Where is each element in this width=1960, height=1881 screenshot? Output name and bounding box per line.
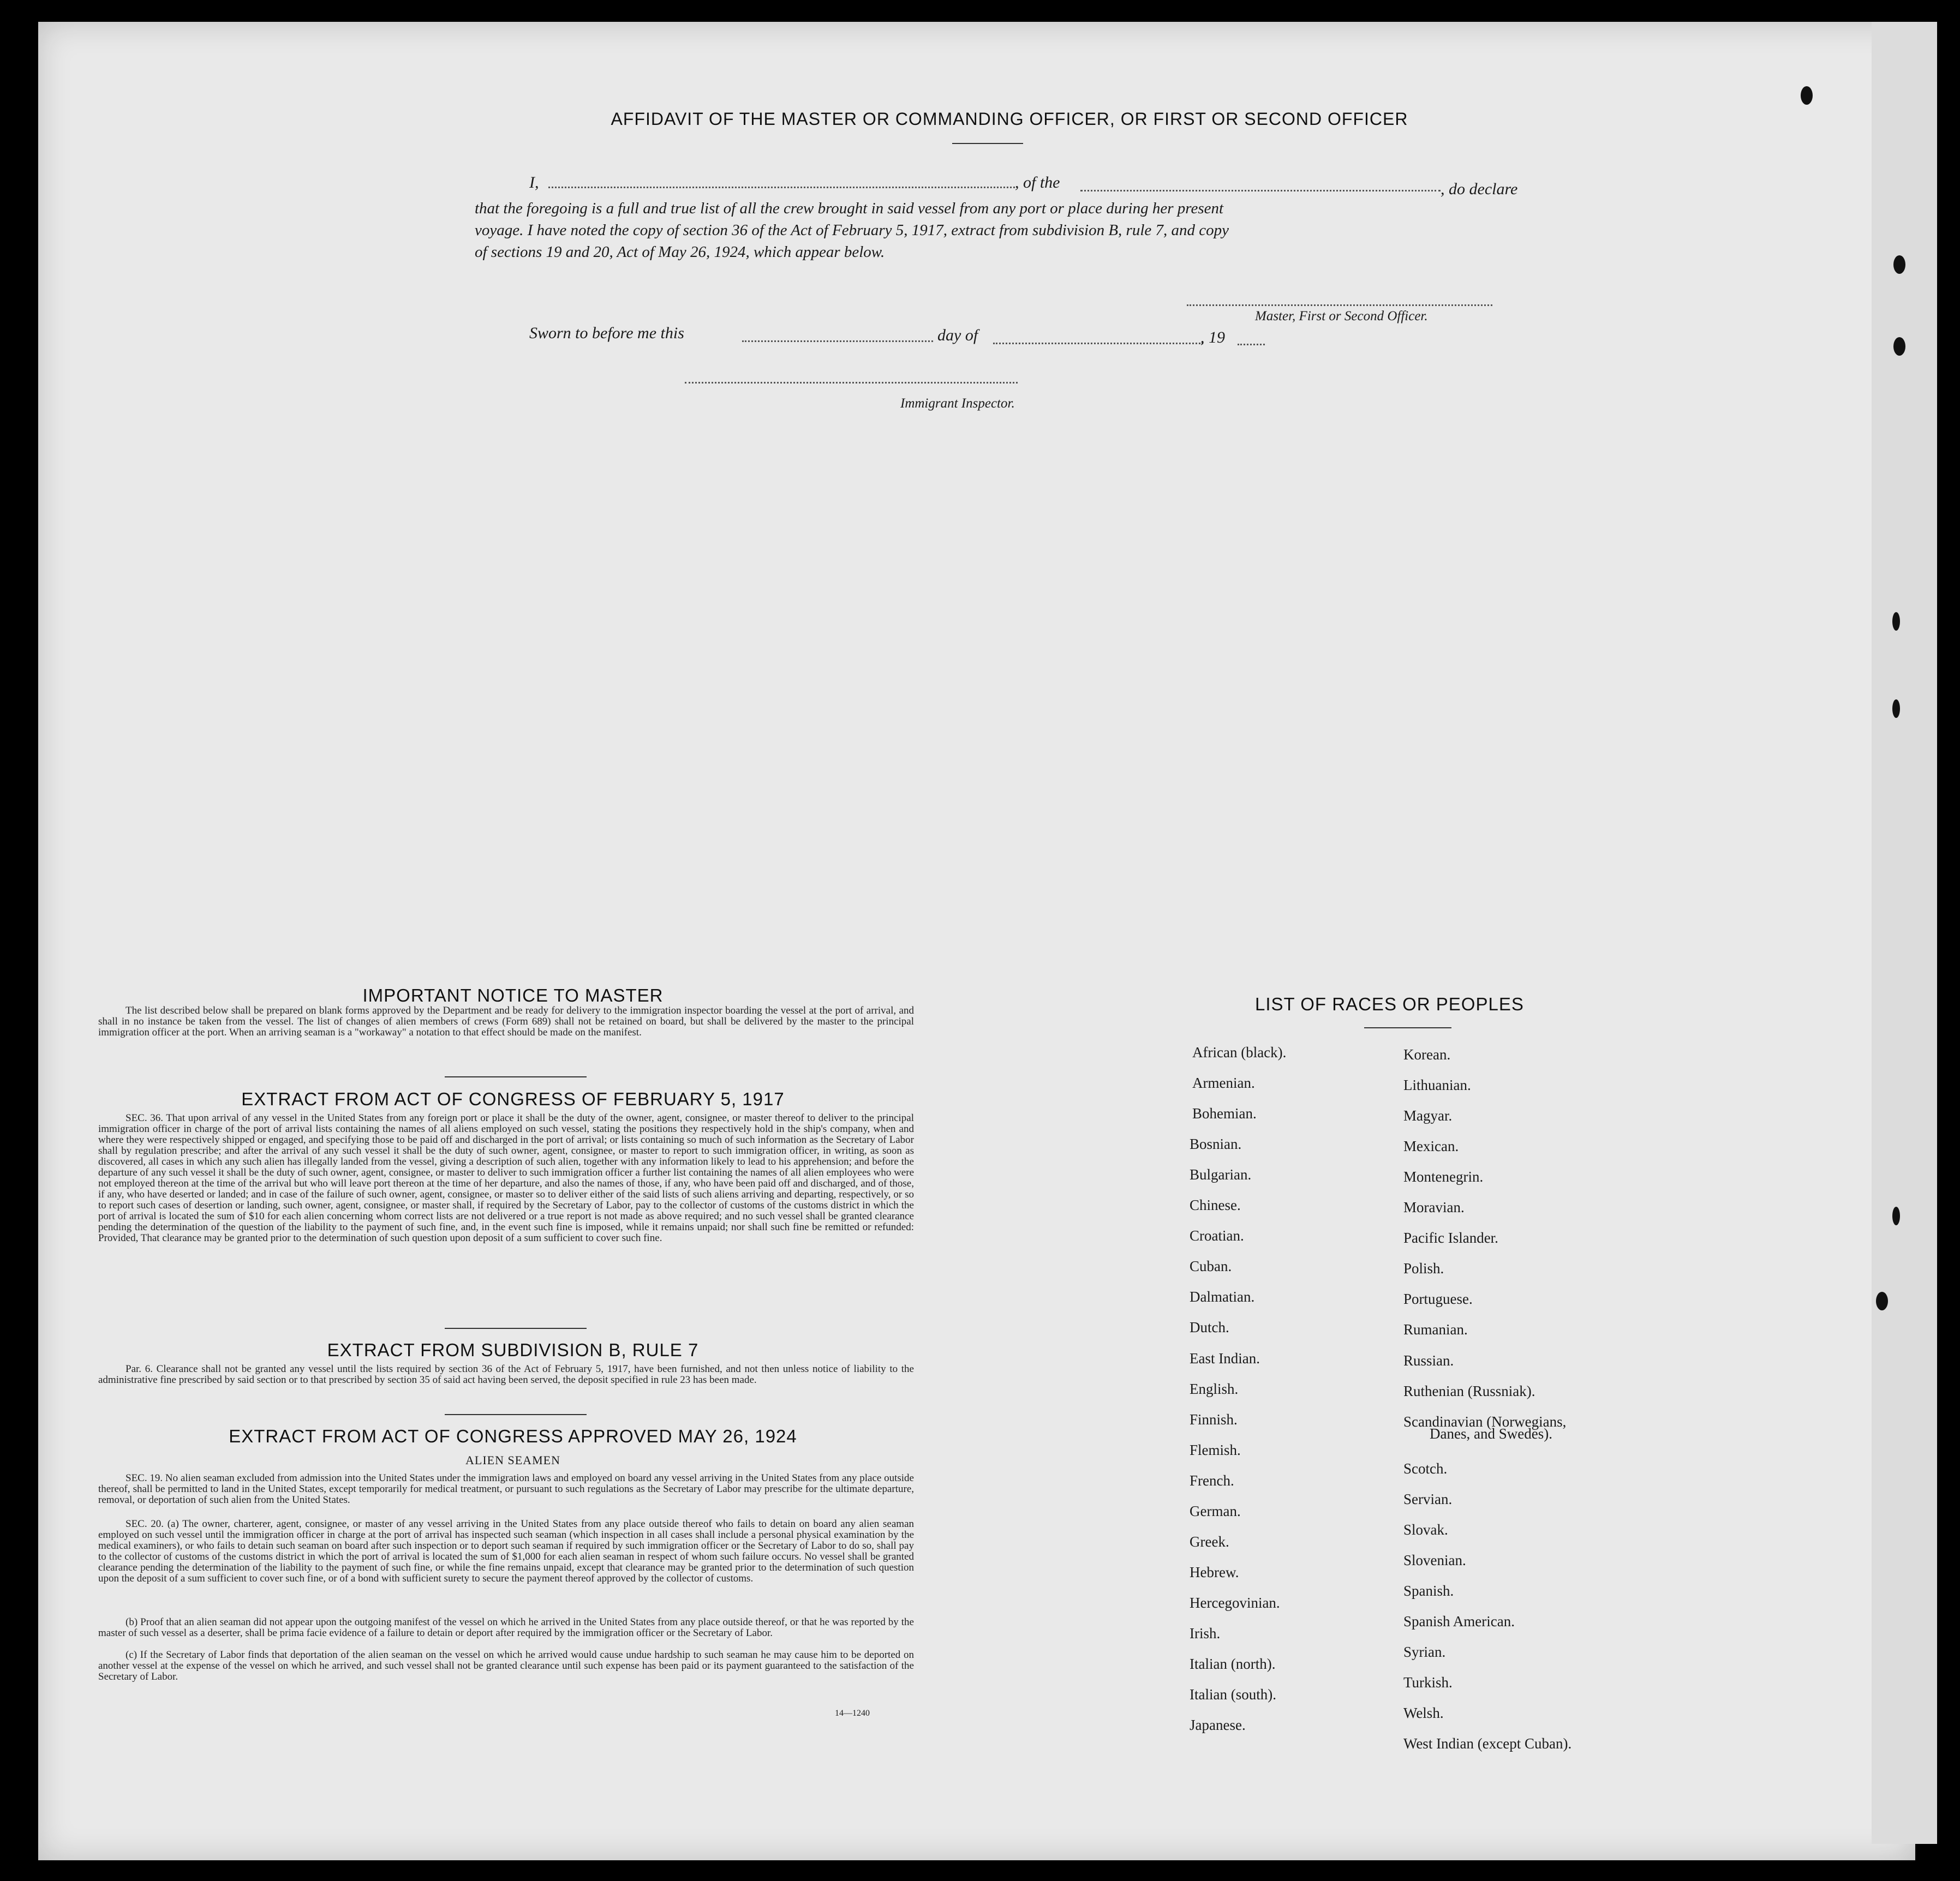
race-item: Hebrew. [1190, 1564, 1239, 1580]
race-item: Dalmatian. [1190, 1289, 1255, 1305]
race-item: Pacific Islander. [1403, 1230, 1498, 1246]
punch-hole [1876, 1292, 1888, 1310]
race-item: Moravian. [1403, 1199, 1465, 1215]
race-item: Russian. [1403, 1352, 1454, 1369]
race-item: Bosnian. [1190, 1136, 1242, 1152]
race-item: Bohemian. [1192, 1105, 1257, 1122]
race-item: Polish. [1403, 1260, 1444, 1277]
punch-hole [1893, 255, 1905, 274]
race-item: West Indian (except Cuban). [1403, 1735, 1572, 1752]
affidavit-title: AFFIDAVIT OF THE MASTER OR COMMANDING OFFICER, OR FIRST OR SECOND OFFICER [611, 109, 1408, 129]
divider [445, 1076, 587, 1077]
race-item: Slovak. [1403, 1521, 1448, 1538]
race-item: Montenegrin. [1403, 1169, 1484, 1185]
document-page [38, 22, 1915, 1860]
affidavit-body-line: that the foregoing is a full and true list of all the crew brought in said vessel from any port or place during her present [475, 200, 1224, 217]
extract-1917-title: EXTRACT FROM ACT OF CONGRESS OF FEBRUARY 5, 1917 [241, 1089, 785, 1109]
race-item: Slovenian. [1403, 1552, 1466, 1568]
sworn-year-prefix: , 19 [1200, 328, 1225, 346]
punch-hole [1893, 337, 1905, 356]
race-item: Finnish. [1190, 1411, 1238, 1428]
punch-hole [1892, 1207, 1900, 1225]
race-item: Armenian. [1192, 1075, 1255, 1091]
form-number: 14—1240 [835, 1709, 870, 1718]
race-item: African (black). [1192, 1044, 1287, 1061]
race-item: Dutch. [1190, 1319, 1229, 1335]
race-item: Irish. [1190, 1625, 1221, 1642]
race-item: Flemish. [1190, 1442, 1241, 1458]
race-item: Croatian. [1190, 1227, 1244, 1244]
extract-1917-text: SEC. 36. That upon arrival of any vessel in the United States from any foreign port or place it shall be the duty of the owner, agent, consignee, or master thereof to deliver to the principal immigration officer in charge of the port of arrival lists containing the names of all aliens employed on such vessel, stating the positions they respectively hold in the ship's company, when and where they were respectively shipped or engaged, and specifying those to be paid off and discharged in the port of arrival; or lists containing so much of such information as the Secretary of Labor shall by regulation prescribe; and after the arrival of any such vessel it shall be the duty of such owner, agent, consignee, or master to report to such immigration officer, in writing, as soon as discovered, all cases in which any such alien has illegally landed from the vessel, giving a description of such alien, together with any information likely to lead to his apprehension; and before the departure of any such vessel it shall be the duty of such owner, agent, consignee, or master to deliver to such immigration officer a further list containing the names of all alien employees who were not employed thereon at the time of the arrival but who will leave port thereon at the time of her departure, and also the names of those, if any, who have been paid off and discharged, and of those, if any, who have deserted or landed; and in case of the failure of such owner, agent, consignee, or master so to deliver either of the said lists of such aliens arriving and departing, respectively, or so to report such cases of desertion or landing, such owner, agent, consignee, or master shall, if required by the Secretary of Labor, pay to the collector of customs of the customs district in which the port of arrival is located the sum of $10 for each alien concerning whom correct lists are not delivered or a true report is not made as above required; and no such vessel shall be granted clearance pending the determination of the question of the liability to the payment of such fine, and, in the event such fine is imposed, while it remains unpaid; nor shall such fine be remitted or refunded: Provided, That clearance may be granted prior to the determination of such question upon deposit of a sum sufficient to cover such fine. [98, 1112, 914, 1244]
master-label: Master, First or Second Officer. [1255, 309, 1428, 324]
sworn-year-line[interactable] [1238, 344, 1265, 345]
notice-title: IMPORTANT NOTICE TO MASTER [362, 985, 664, 1005]
race-item: Servian. [1403, 1491, 1453, 1507]
races-title: LIST OF RACES OR PEOPLES [1255, 994, 1524, 1014]
race-item: Greek. [1190, 1533, 1229, 1550]
race-item: Korean. [1403, 1046, 1451, 1063]
race-item-continuation: Danes, and Swedes). [1430, 1425, 1552, 1442]
race-item: Mexican. [1403, 1138, 1459, 1154]
sworn-text: Sworn to before me this [529, 324, 684, 342]
race-item: Hercegovinian. [1190, 1595, 1280, 1611]
affidavit-i: I, [529, 173, 539, 191]
sworn-month-line[interactable] [993, 343, 1203, 344]
extract-1924-title: EXTRACT FROM ACT OF CONGRESS APPROVED MAY 26, 1924 [229, 1426, 797, 1446]
race-item: Spanish. [1403, 1583, 1454, 1599]
inspector-label: Immigrant Inspector. [900, 396, 1015, 411]
divider [1364, 1027, 1451, 1028]
affidavit-declare: , do declare [1441, 180, 1518, 198]
race-item: Ruthenian (Russniak). [1403, 1383, 1535, 1399]
page-edge [1872, 22, 1937, 1844]
race-item: Lithuanian. [1403, 1077, 1471, 1093]
race-item: Cuban. [1190, 1258, 1232, 1274]
punch-hole [1801, 86, 1813, 105]
divider [952, 143, 1023, 144]
vessel-field-line[interactable] [1080, 190, 1441, 191]
race-item: Welsh. [1403, 1705, 1444, 1721]
race-item: English. [1190, 1381, 1239, 1397]
race-item: Portuguese. [1403, 1291, 1473, 1307]
race-item: Scandinavian (Norwegians, [1403, 1413, 1567, 1430]
race-item: Turkish. [1403, 1674, 1453, 1691]
extract-rule7-text: Par. 6. Clearance shall not be granted any vessel until the lists required by section 36 of the Act of February 5, 1917, have been furnished, and not then unless notice of liability to the administrative fine prescribed by said section or to that prescribed by section 35 of said act having been served, the deposit specified in rule 23 has been made. [98, 1363, 914, 1386]
race-item: Italian (south). [1190, 1686, 1276, 1703]
punch-hole [1892, 699, 1900, 718]
race-item: East Indian. [1190, 1350, 1260, 1367]
race-item: Spanish American. [1403, 1613, 1515, 1630]
race-item: Scotch. [1403, 1460, 1448, 1477]
inspector-signature-line[interactable] [685, 382, 1018, 384]
divider [445, 1328, 587, 1329]
race-item: Chinese. [1190, 1197, 1241, 1213]
punch-hole [1892, 612, 1900, 631]
extract-1924-sec20a: SEC. 20. (a) The owner, charterer, agent, consignee, or master of any vessel arriving in the United States from any place outside thereof who fails to detain on board any alien seaman employed on such vessel until the immigration officer in charge at the port of arrival has inspected such seaman (which inspection in all cases shall include a personal physical examination by the medical examiners), or who fails to detain such seaman on board after such inspection or to deport such seaman if required by such immigration officer or the Secretary of Labor to do so, shall pay to the collector of customs of the customs district in which the port of arrival is located the sum of $1,000 for each alien seaman in respect of whom such failure occurs. No vessel shall be granted clearance pending the determination of the liability to the payment of such fine, or while the fine remains unpaid, except that clearance may be granted prior to the determination of such question upon the deposit of a sum sufficient to cover such fine, or of a bond with sufficient surety to secure the payment thereof approved by the collector of customs. [98, 1518, 914, 1584]
extract-1924-sec20b: (b) Proof that an alien seaman did not appear upon the outgoing manifest of the vessel on which he arrived in the United States from any place outside thereof, or that he was reported by the master of such vessel as a deserter, shall be prima facie evidence of a failure to detain or deport after required by the immigration officer or the Secretary of Labor. [98, 1616, 914, 1639]
sworn-day-of: day of [937, 326, 978, 344]
race-item: Magyar. [1403, 1107, 1453, 1124]
affidavit-body-line: of sections 19 and 20, Act of May 26, 1924, which appear below. [475, 243, 885, 261]
race-item: German. [1190, 1503, 1241, 1519]
master-signature-line[interactable] [1187, 304, 1492, 306]
race-item: Rumanian. [1403, 1321, 1468, 1338]
extract-1924-sec20c: (c) If the Secretary of Labor finds that deportation of the alien seaman on the vessel on which he arrived would cause undue hardship to such seaman he may cause him to be deported on another vessel at the expense of the vessel on which he arrived, and such vessel shall not be granted clearance until such expense has been paid or its payment guaranteed to the satisfaction of the Secretary of Labor. [98, 1649, 914, 1682]
race-item: Syrian. [1403, 1644, 1446, 1660]
notice-text: The list described below shall be prepared on blank forms approved by the Department and be ready for delivery to the immigration inspector boarding the vessel at the port of arrival, and shall in no instance be taken from the vessel. The list of changes of alien members of crews (Form 689) shall not be retained on board, but shall be delivered by the master to the principal immigration officer at the port. When an arriving seaman is a "workaway" a notation to that effect should be made on the manifest. [98, 1005, 914, 1038]
race-item: Bulgarian. [1190, 1166, 1252, 1183]
name-field-line[interactable] [548, 187, 1015, 188]
race-item: Italian (north). [1190, 1656, 1276, 1672]
affidavit-body-line: voyage. I have noted the copy of section 36 of the Act of February 5, 1917, extract from subdivision B, rule 7, and copy [475, 221, 1229, 239]
race-item: Japanese. [1190, 1717, 1246, 1733]
race-item: French. [1190, 1472, 1234, 1489]
extract-1924-subtitle: ALIEN SEAMEN [465, 1453, 560, 1467]
affidavit-of-the: , of the [1015, 173, 1060, 191]
divider [445, 1414, 587, 1415]
extract-rule7-title: EXTRACT FROM SUBDIVISION B, RULE 7 [327, 1340, 699, 1360]
sworn-day-line[interactable] [742, 340, 933, 342]
extract-1924-sec19: SEC. 19. No alien seaman excluded from admission into the United States under the immigration laws and employed on board any vessel arriving in the United States from any place outside thereof, shall be permitted to land in the United States, except temporarily for medical treatment, or pursuant to such regulations as the Secretary of Labor may prescribe for the ultimate departure, removal, or deportation of such alien from the United States. [98, 1472, 914, 1506]
